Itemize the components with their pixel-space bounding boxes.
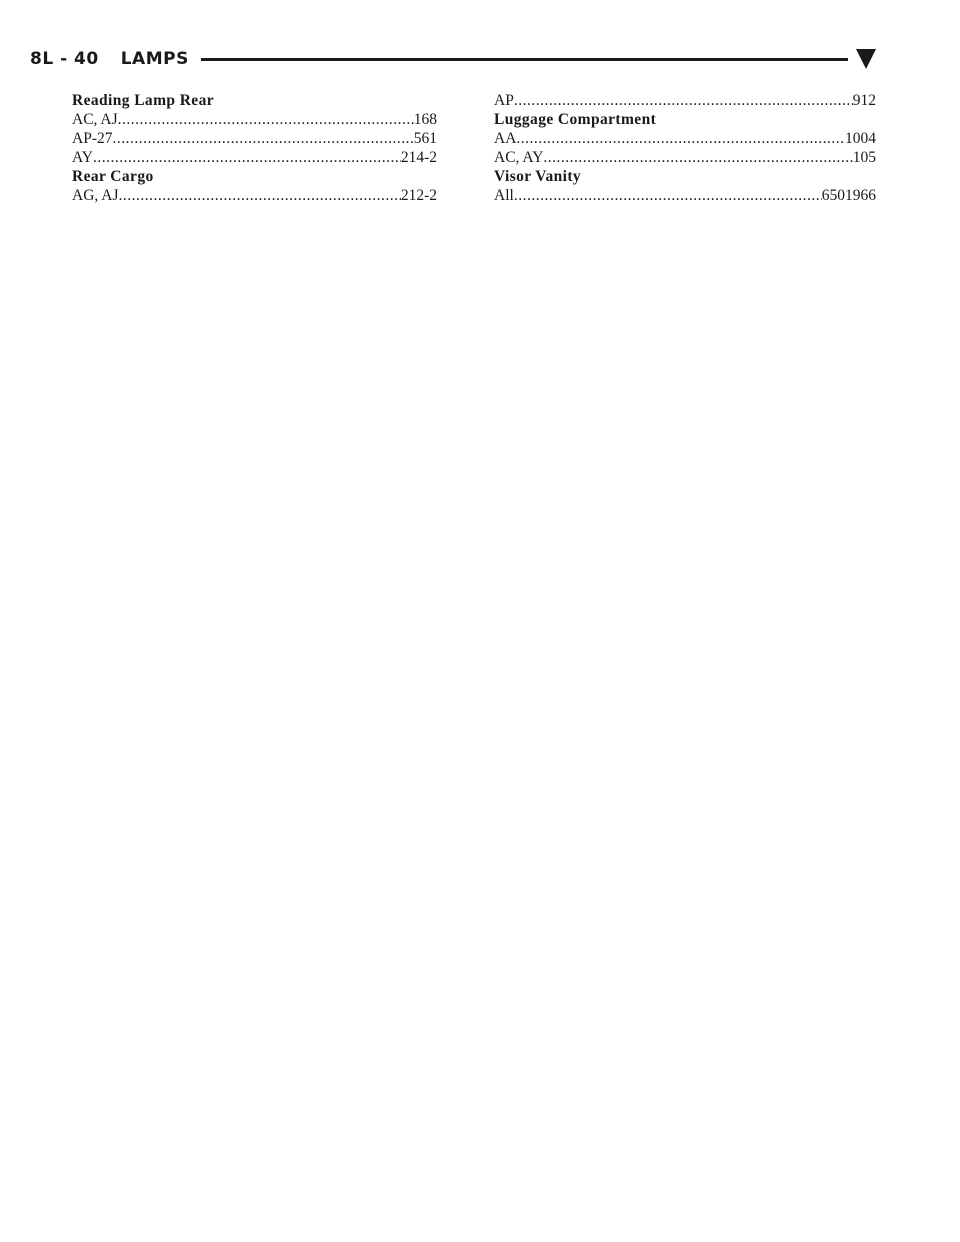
group-heading: Luggage Compartment (494, 111, 657, 128)
entry-value: 214-2 (400, 149, 437, 166)
list-item (72, 148, 437, 167)
left-column (72, 91, 437, 205)
entry-label: AP (494, 92, 514, 109)
list-item (72, 186, 437, 205)
dot-leader (543, 148, 852, 167)
right-column (494, 91, 876, 205)
group-heading: Reading Lamp Rear (72, 92, 214, 109)
entry-value: 168 (413, 111, 437, 128)
list-item (72, 129, 437, 148)
dot-leader (118, 110, 414, 129)
list-item (494, 186, 876, 205)
group-heading: Rear Cargo (72, 168, 154, 185)
entry-label: AC, AJ (72, 111, 118, 128)
section-title: LAMPS (120, 49, 189, 69)
entry-value: 912 (852, 92, 876, 109)
entry-label: AG, AJ (72, 187, 119, 204)
entry-value: 105 (852, 149, 876, 166)
list-item (72, 110, 437, 129)
entry-value: 1004 (845, 130, 876, 147)
page-number: 8L - 40 (30, 49, 99, 69)
entry-label: AY (72, 149, 93, 166)
dot-leader (112, 129, 413, 148)
entry-label: AC, AY (494, 149, 544, 166)
list-item (494, 148, 876, 167)
list-item (494, 91, 876, 110)
group-heading: Visor Vanity (494, 168, 582, 185)
entry-label: AA (494, 130, 517, 147)
dot-leader (93, 148, 401, 167)
dot-leader (514, 186, 822, 205)
dot-leader (119, 186, 401, 205)
dot-leader (514, 91, 853, 110)
list-item (494, 129, 876, 148)
entry-value: 6501966 (821, 187, 876, 204)
entry-value: 561 (413, 130, 437, 147)
entry-label: AP-27 (72, 130, 113, 147)
page-header (30, 44, 878, 74)
entry-label: All (494, 187, 514, 204)
entry-value: 212-2 (400, 187, 437, 204)
down-triangle-icon (856, 49, 876, 69)
header-rule (201, 58, 848, 61)
dot-leader (516, 129, 845, 148)
